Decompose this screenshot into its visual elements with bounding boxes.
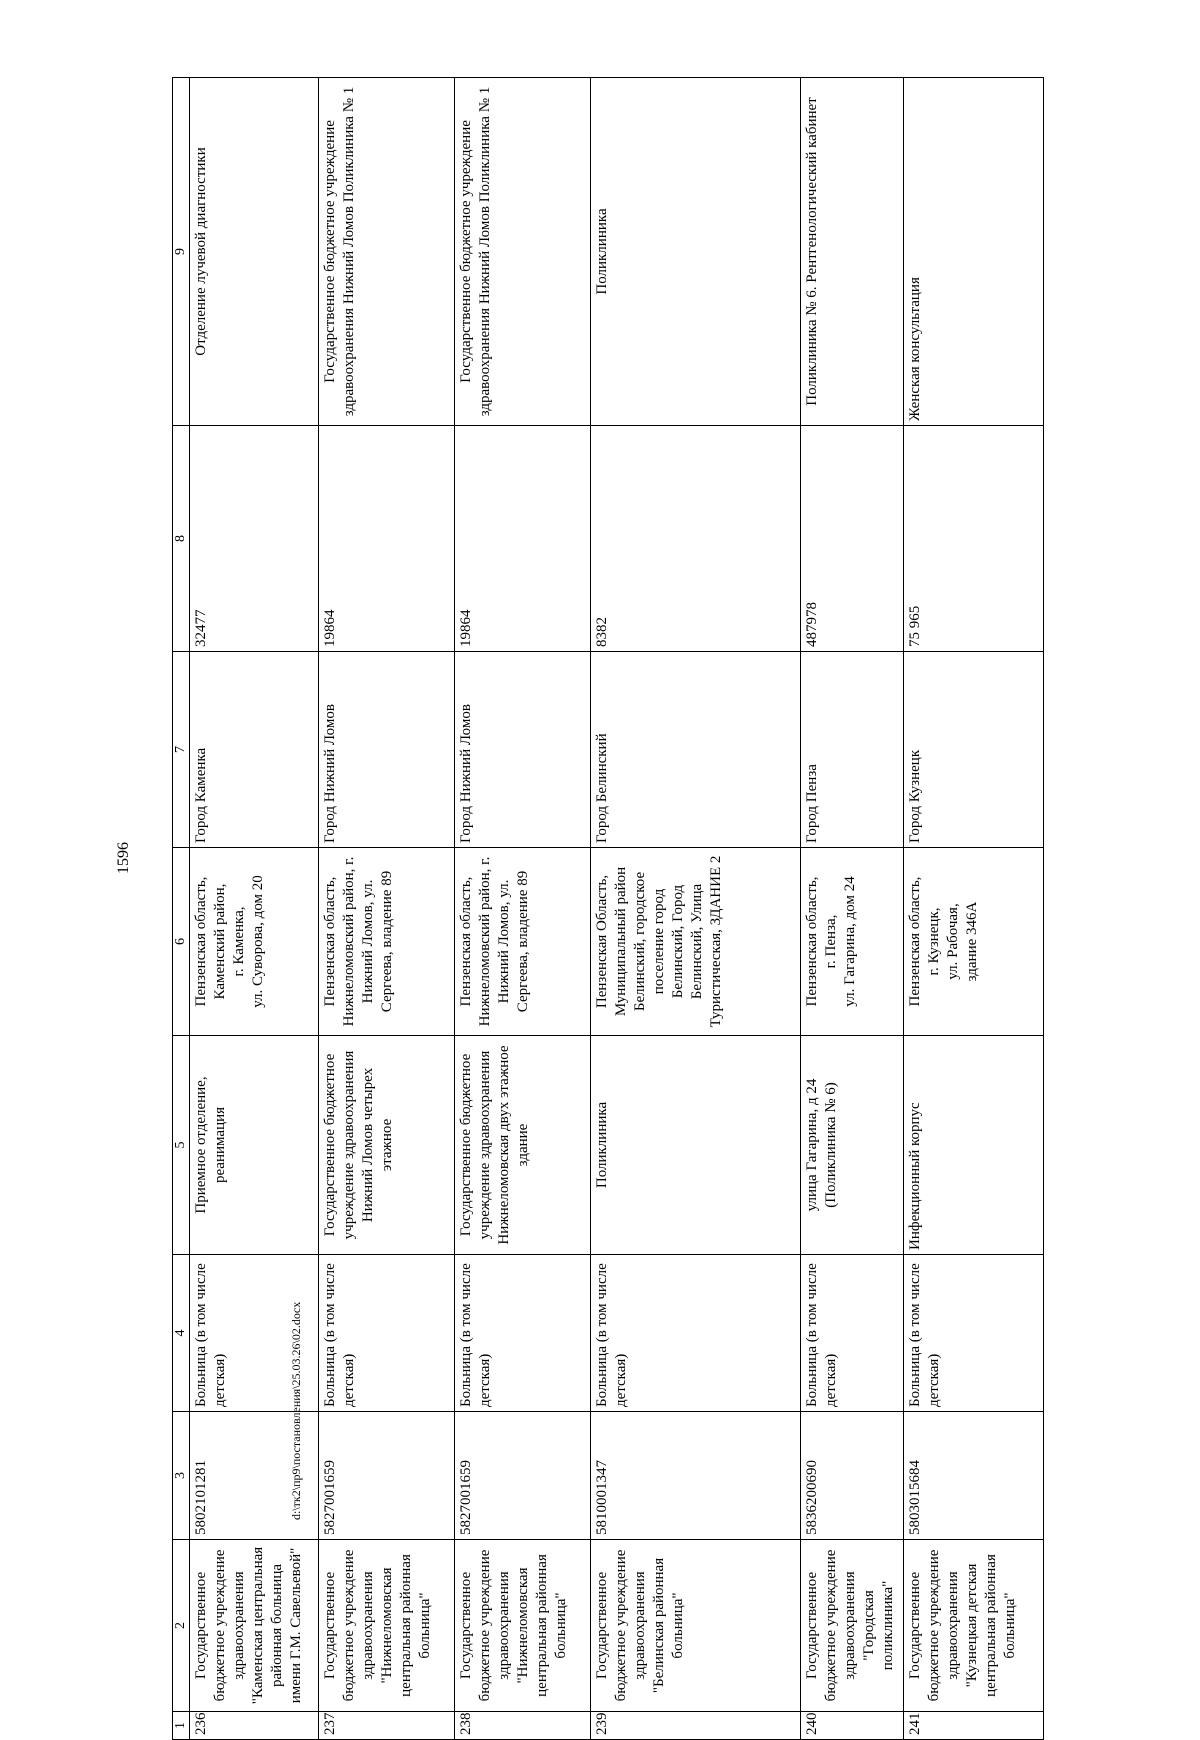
column-header: 5 [173,1036,190,1255]
cell-type: Больница (в том числе детская) [904,1255,1044,1412]
cell-population: 487978 [800,426,904,652]
cell-org: Государственное бюджетное учреждение здравоохранения "Нижнеломовская центральная районная больница" [319,1540,455,1712]
cell-population: 19864 [319,426,455,652]
column-header: 2 [173,1540,190,1712]
cell-locality: Город Нижний Ломов [454,652,590,848]
page-number: 1596 [115,842,132,874]
cell-population: 32477 [190,426,319,652]
cell-org: Государственное бюджетное учреждение здравоохранения "Кузнецкая детская центральная районная больница" [904,1540,1044,1712]
cell-address: Пензенская область, Нижнеломовский район, г. Нижний Ломов, ул. Сергеева, владение 89 [454,848,590,1036]
cell-inn: 5827001659 [319,1412,455,1540]
cell-org: Государственное бюджетное учреждение здравоохранения "Нижнеломовская центральная районная больница" [454,1540,590,1712]
cell-inn: 5803015684 [904,1412,1044,1540]
cell-unit: Отделение лучевой диагностики [190,78,319,426]
cell-address: Пензенская область, Нижнеломовский район, г. Нижний Ломов, ул. Сергеева, владение 89 [319,848,455,1036]
cell-locality: Город Каменка [190,652,319,848]
cell-unit: Поликлиника [590,78,800,426]
table-row [590,78,800,1740]
table-row [904,78,1044,1740]
cell-building: улица Гагарина, д 24 (Поликлиника № 6) [800,1036,904,1255]
cell-num: 241 [904,1712,1044,1740]
cell-locality: Город Белинский [590,652,800,848]
cell-type: Больница (в том числе детская) [319,1255,455,1412]
cell-building: Приемное отделение, реанимация [190,1036,319,1255]
cell-unit: Государственное бюджетное учреждение здравоохранения Нижний Ломов Поликлиника № 1 [454,78,590,426]
cell-building: Государственное бюджетное учреждение здравоохранения Нижнеломовская двух этажное здание [454,1036,590,1255]
table-row [800,78,904,1740]
cell-num: 240 [800,1712,904,1740]
cell-num: 236 [190,1712,319,1740]
cell-org: Государственное бюджетное учреждение здравоохранения "Белинская районная больница" [590,1540,800,1712]
cell-building: Поликлиника [590,1036,800,1255]
cell-locality: Город Пенза [800,652,904,848]
column-header: 3 [173,1412,190,1540]
cell-type: Больница (в том числе детская) [590,1255,800,1412]
column-header: 1 [173,1712,190,1740]
column-header: 9 [173,78,190,426]
table-row [454,78,590,1740]
cell-address: Пензенская область, г. Пенза, ул. Гагарина, дом 24 [800,848,904,1036]
column-header: 8 [173,426,190,652]
table-row [319,78,455,1740]
cell-population: 19864 [454,426,590,652]
cell-type: Больница (в том числе детская) [190,1255,319,1412]
cell-unit: Государственное бюджетное учреждение здравоохранения Нижний Ломов Поликлиника № 1 [319,78,455,426]
cell-address: Пензенская область, г. Кузнецк, ул. Рабочая, здание 346А [904,848,1044,1036]
cell-num: 237 [319,1712,455,1740]
cell-address: Пензенская область, Каменский район, г. Каменка, ул. Суворова, дом 20 [190,848,319,1036]
cell-inn: 5802101281 [190,1412,319,1540]
cell-locality: Город Кузнецк [904,652,1044,848]
cell-num: 239 [590,1712,800,1740]
cell-inn: 5836200690 [800,1412,904,1540]
cell-org: Государственное бюджетное учреждение здравоохранения "Городская поликлиника" [800,1540,904,1712]
column-header: 4 [173,1255,190,1412]
cell-type: Больница (в том числе детская) [454,1255,590,1412]
cell-inn: 5810001347 [590,1412,800,1540]
header-row [173,78,190,1740]
column-header: 6 [173,848,190,1036]
cell-population: 8382 [590,426,800,652]
cell-building: Государственное бюджетное учреждение здравоохранения Нижний Ломов четырех этажное [319,1036,455,1255]
cell-inn: 5827001659 [454,1412,590,1540]
cell-org: Государственное бюджетное учреждение здравоохранения "Каменская центральная районная больница имени Г.М. Савельевой" [190,1540,319,1712]
cell-building: Инфекционный корпус [904,1036,1044,1255]
cell-locality: Город Нижний Ломов [319,652,455,848]
cell-type: Больница (в том числе детская) [800,1255,904,1412]
cell-address: Пензенская Область, Муниципальный район Белинский, городское поселение город Белинский, Город Белинский, Улица Туристическая, ЗДАНИЕ 2 [590,848,800,1036]
cell-unit: Женская консультация [904,78,1044,426]
column-header: 7 [173,652,190,848]
cell-unit: Поликлиника № 6. Рентгенологический кабинет [800,78,904,426]
cell-num: 238 [454,1712,590,1740]
footer-file-path: d:\тк2\пр9\постановления\25.03.26\02.docx [289,1301,303,1520]
cell-population: 75 965 [904,426,1044,652]
